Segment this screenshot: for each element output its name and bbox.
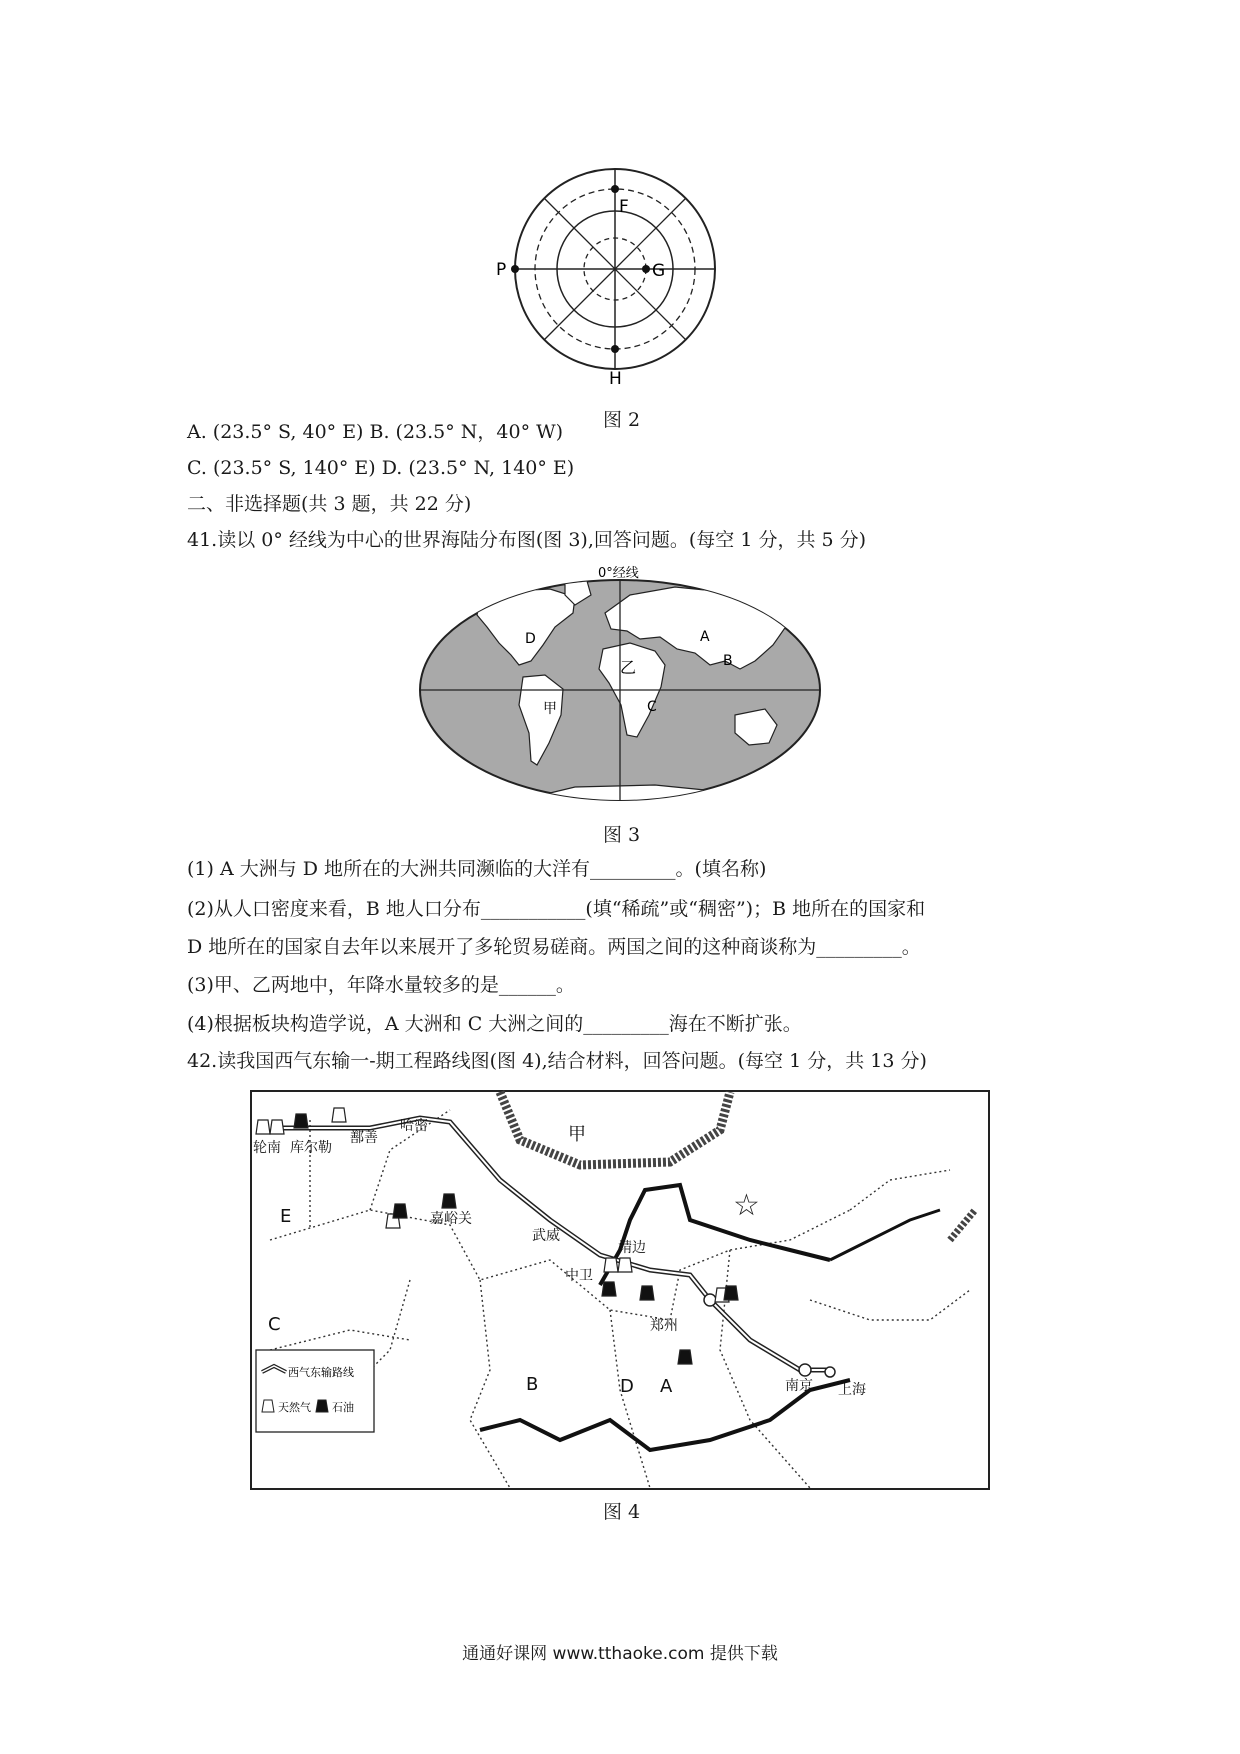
capital-star-icon: ☆: [733, 1188, 760, 1223]
map-label-yi: 乙: [620, 658, 637, 677]
region-a: A: [660, 1376, 673, 1397]
city-shanshan: 鄯善: [350, 1130, 378, 1146]
region-c: C: [268, 1314, 281, 1335]
city-zhongwei: 中卫: [565, 1268, 593, 1284]
map-legend: [256, 1350, 374, 1432]
point-p-label: P: [496, 260, 507, 280]
options-c-d: C. (23.5° S, 140° E) D. (23.5° N, 140° E): [187, 457, 575, 479]
point-g-label: G: [652, 261, 666, 281]
city-shanghai: 上海: [838, 1382, 866, 1398]
city-hami: 哈密: [400, 1118, 428, 1134]
figure-3-world-map: [415, 565, 825, 810]
city-lunnan: 轮南: [253, 1140, 281, 1156]
map-label-a: A: [700, 629, 710, 645]
city-nanjing: 南京: [785, 1378, 813, 1394]
figure-4-pipeline-map: [250, 1090, 990, 1490]
point-f-label: F: [619, 197, 629, 217]
figure-2-diagram: [490, 150, 750, 400]
map-label-c: C: [647, 699, 657, 715]
figure-4-caption: 图 4: [603, 1501, 641, 1523]
question-42-stem: 42.读我国西气东输一-期工程路线图(图 4),结合材料，回答问题。(每空 1 分，共 13 分): [187, 1050, 927, 1072]
city-jiayuguan: 嘉峪关: [430, 1211, 472, 1227]
map-label-jia: 甲: [543, 701, 557, 717]
region-d: D: [620, 1376, 634, 1397]
city-zhengzhou: 郑州: [650, 1318, 678, 1334]
map-label-d: D: [525, 631, 536, 647]
city-jingbian: 靖边: [618, 1240, 646, 1256]
section-2-heading: 二、非选择题(共 3 题，共 22 分): [187, 493, 472, 515]
map-label-b: B: [723, 653, 733, 669]
legend-route-label: 西气东输路线: [288, 1366, 354, 1379]
figure-3-caption: 图 3: [603, 824, 641, 846]
meridian-label: 0°经线: [598, 566, 639, 581]
question-41-part-4: (4)根据板块构造学说，A 大洲和 C 大洲之间的_________海在不断扩张。: [187, 1013, 802, 1035]
question-41-stem: 41.读以 0° 经线为中心的世界海陆分布图(图 3),回答问题。(每空 1 分，共 5 分): [187, 529, 867, 551]
page-footer: 通通好课网 www.tthaoke.com 提供下载: [462, 1644, 778, 1664]
legend-oil-label: 石油: [332, 1401, 354, 1414]
question-41-part-3: (3)甲、乙两地中，年降水量较多的是______。: [187, 974, 575, 996]
legend-gas-label: 天然气: [278, 1401, 311, 1414]
city-wuwei: 武威: [532, 1228, 560, 1244]
question-41-part-2b: D 地所在的国家自去年以来展开了多轮贸易磋商。两国之间的这种商谈称为_________。: [187, 936, 921, 958]
point-h-label: H: [609, 369, 622, 389]
options-a-b: A. (23.5° S, 40° E) B. (23.5° N，40° W): [187, 421, 564, 443]
question-41-part-2a: (2)从人口密度来看，B 地人口分布___________(填“稀疏”或“稠密”)；B 地所在的国家和: [187, 898, 926, 920]
city-kuerle: 库尔勒: [290, 1140, 332, 1156]
region-e: E: [280, 1206, 292, 1227]
question-41-part-1: (1) A 大洲与 D 地所在的大洲共同濒临的大洋有_________。(填名称): [187, 858, 767, 880]
region-b: B: [526, 1374, 539, 1395]
region-jia: 甲: [568, 1124, 586, 1145]
figure-2-caption: 图 2: [603, 409, 641, 431]
